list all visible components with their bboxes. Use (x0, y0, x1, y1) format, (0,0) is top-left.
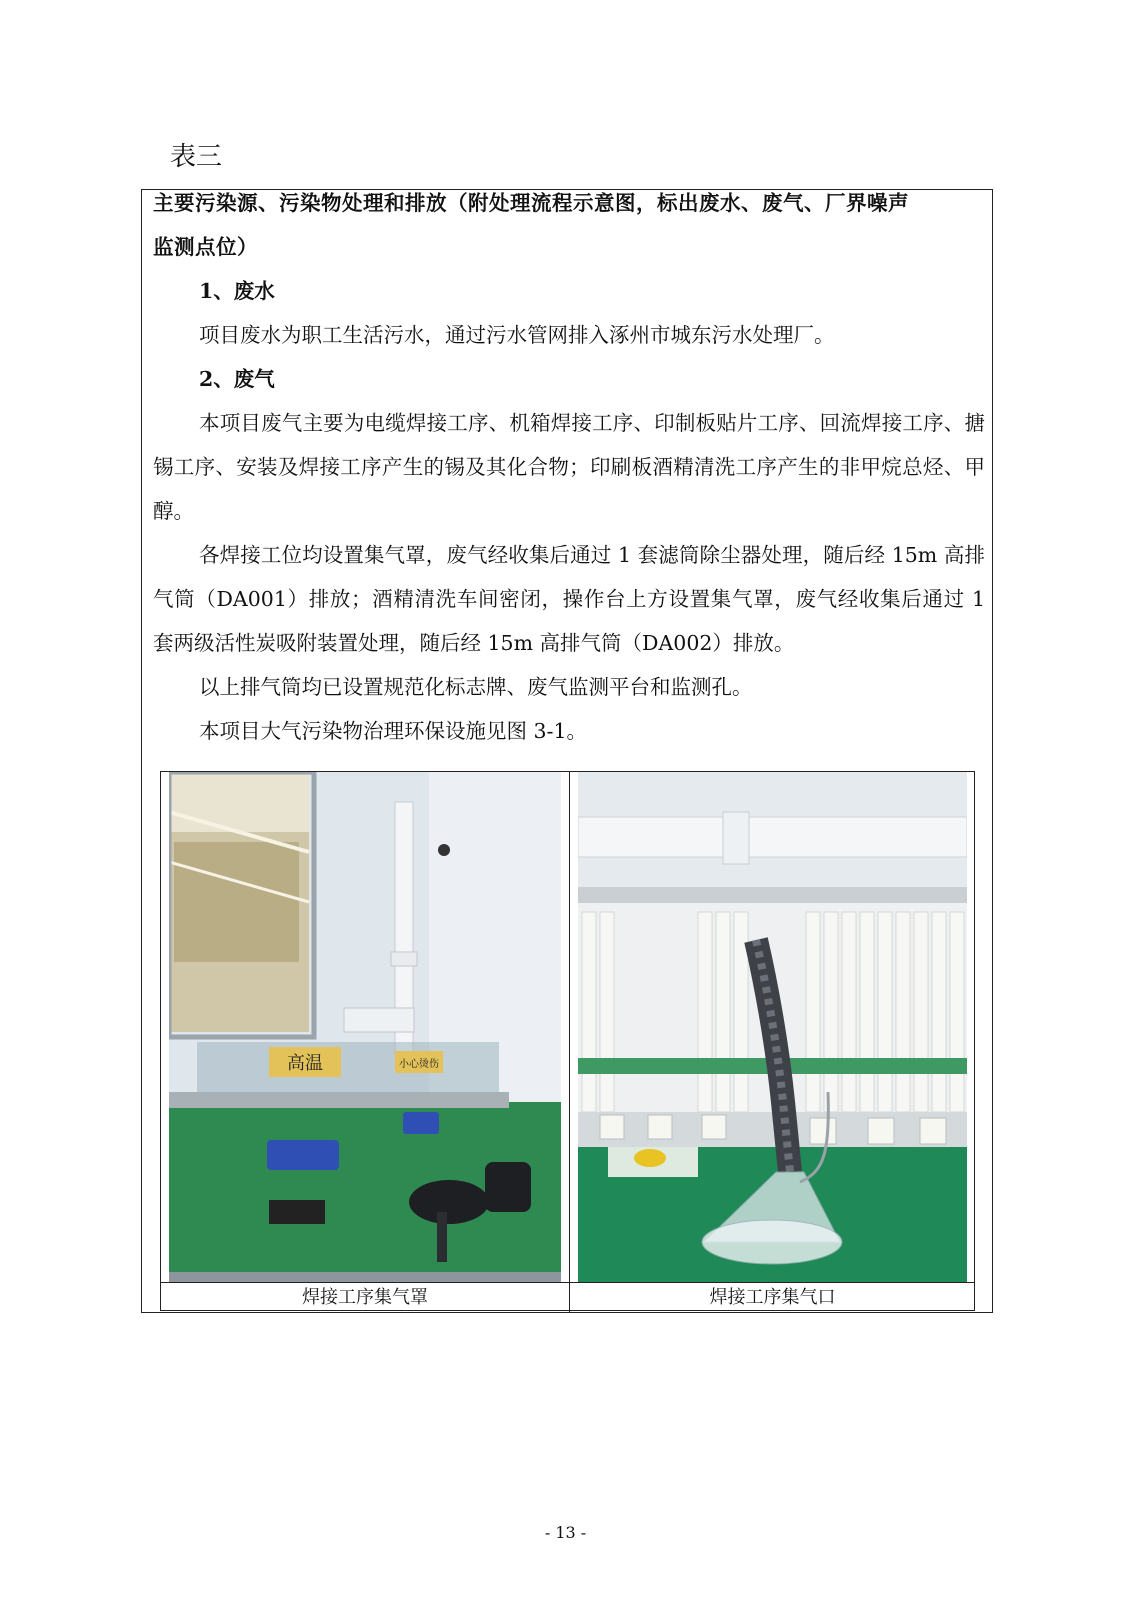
photo-cell-left (161, 772, 570, 1312)
hood-sign-text: 高温 (287, 1053, 323, 1074)
wastewater-heading: 1、废水 (199, 279, 275, 303)
section-header-line2: 监测点位） (153, 235, 258, 259)
caption-fume-hood: 焊接工序集气罩 (161, 1282, 569, 1312)
exhaust-paragraph-1: 本项目废气主要为电缆焊接工序、机箱焊接工序、印制板贴片工序、回流焊接工序、搪锡工序、安装及焊接工序产生的锡及其化合物；印刷板酒精清洗工序产生的非甲烷总烃、甲醇。 (153, 411, 985, 523)
wastewater-text: 项目废水为职工生活污水，通过污水管网排入涿州市城东污水处理厂。 (199, 323, 835, 347)
hood-warning-text: 小心烫伤 (399, 1059, 439, 1070)
gas-inlet-photo-image (578, 772, 967, 1283)
exhaust-paragraph-2: 各焊接工位均设置集气罩，废气经收集后通过 1 套滤筒除尘器处理，随后经 15m 高排气筒（DA001）排放；酒精清洗车间密闭，操作台上方设置集气罩，废气经收集后通过 1 套两级活性炭吸附装置处理，随后经 15m 高排气筒（DA002）排放。 (153, 543, 985, 655)
photo-cell-right (570, 772, 975, 1312)
exhaust-paragraph-4: 本项目大气污染物治理环保设施见图 3-1。 (199, 719, 588, 743)
table-title: 表三 (170, 142, 223, 172)
page-number: - 13 - (544, 1523, 587, 1542)
photo-gas-inlet (578, 772, 967, 1283)
exhaust-heading: 2、废气 (199, 367, 275, 391)
photo-fume-hood (169, 772, 561, 1283)
fume-hood-photo-image (169, 772, 561, 1283)
caption-gas-inlet: 焊接工序集气口 (570, 1282, 975, 1312)
photo-table (160, 771, 975, 1311)
exhaust-paragraph-3: 以上排气筒均已设置规范化标志牌、废气监测平台和监测孔。 (199, 675, 753, 699)
section-header-line1: 主要污染源、污染物处理和排放（附处理流程示意图，标出废水、废气、厂界噪声 (153, 191, 909, 215)
